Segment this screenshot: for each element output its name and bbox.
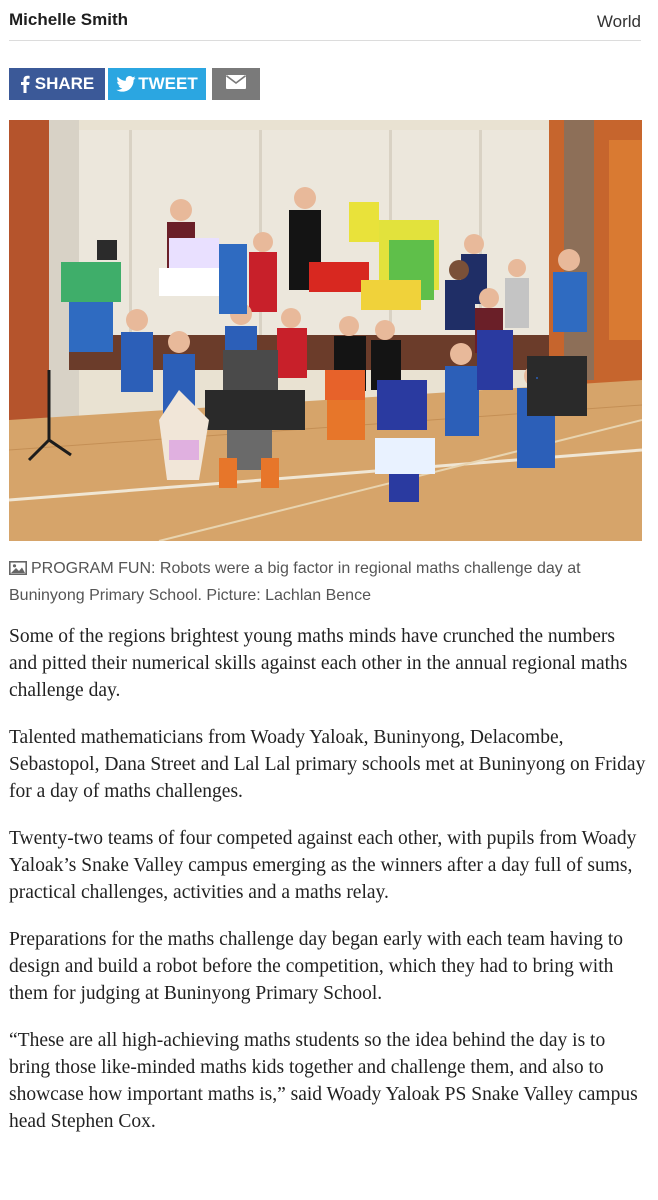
twitter-tweet-label: TWEET	[138, 74, 198, 93]
byline	[9, 0, 641, 41]
facebook-share-label: SHARE	[34, 74, 95, 93]
author-name[interactable]: Michelle Smith	[9, 10, 129, 29]
share-bar	[9, 68, 260, 100]
article-body	[9, 623, 647, 1155]
section-link[interactable]: World	[596, 12, 641, 31]
paragraph-2: Talented mathematicians from Woady Yaloak, Buninyong, Delacombe, Sebastopol, Dana Street and Lal Lal primary schools met at Buninyong on Friday for a day of maths challenges.	[9, 727, 646, 802]
paragraph-1: Some of the regions brightest young maths minds have crunched the numbers and pitted their numerical skills against each other in the annual regional maths challenge day.	[9, 626, 628, 701]
paragraph-5: “These are all high-achieving maths students so the idea behind the day is to bring those like-minded maths kids together and challenge them, and also to showcase how important maths is,” said Woady Yaloak PS Snake Valley campus head Stephen Cox.	[9, 1030, 638, 1132]
paragraph-3: Twenty-two teams of four competed against each other, with pupils from Woady Yaloak’s Snake Valley campus emerging as the winners after a day full of sums, practical challenges, activities and a maths relay.	[9, 828, 637, 903]
envelope-icon	[226, 74, 246, 94]
robots-group-photo	[9, 120, 642, 541]
caption-text: PROGRAM FUN: Robots were a big factor in regional maths challenge day at Buninyong Primary School. Picture: Lachlan Bence	[9, 560, 581, 604]
paragraph-4: Preparations for the maths challenge day began early with each team having to design and build a robot before the competition, which they had to bring with them for judging at Buninyong Primary School.	[9, 929, 624, 1004]
facebook-share-button[interactable]	[9, 68, 105, 100]
twitter-bird-icon	[116, 76, 136, 92]
facebook-icon	[20, 75, 30, 93]
email-share-button[interactable]	[212, 68, 260, 100]
image-icon	[9, 558, 27, 583]
photo-caption	[9, 556, 639, 608]
twitter-tweet-button[interactable]	[108, 68, 206, 100]
article-photo[interactable]	[9, 120, 642, 541]
